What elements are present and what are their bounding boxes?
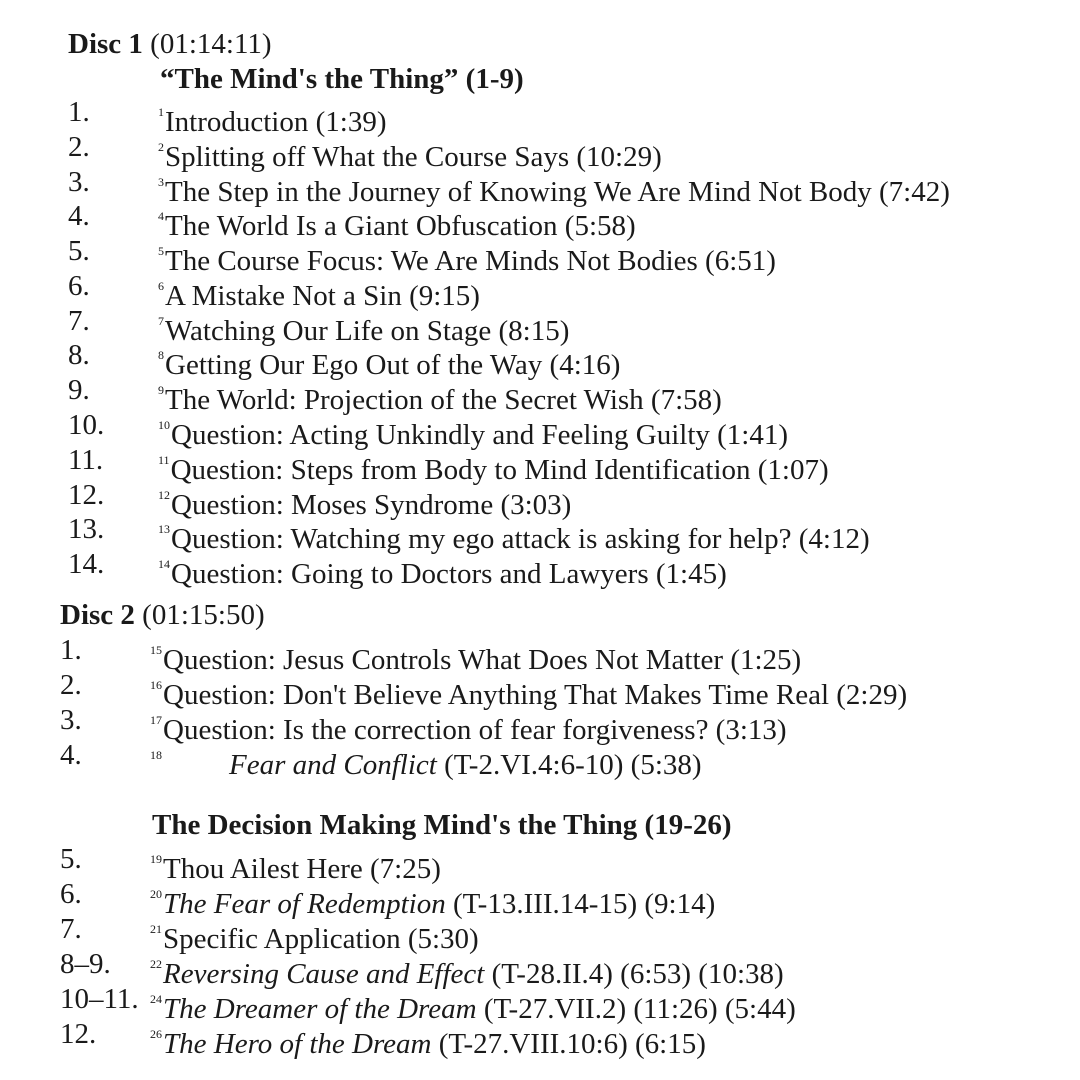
track-title: Question: Moses Syndrome (3:03) xyxy=(171,489,572,521)
track-title-rest: (T-2.VI.4:6-10) (5:38) xyxy=(436,749,702,781)
track-title: Introduction (1:39) xyxy=(165,106,387,138)
track-row xyxy=(0,738,1080,781)
track-number: 3. xyxy=(60,704,82,736)
track-row xyxy=(0,842,1080,885)
disc2-duration: (01:15:50) xyxy=(142,599,265,631)
disc2-header xyxy=(60,598,265,632)
track-superscript: 16 xyxy=(150,678,162,692)
track-row xyxy=(0,165,1080,208)
track-number: 10. xyxy=(68,409,105,441)
track-title-italic: The Fear of Redemption xyxy=(163,888,446,920)
track-superscript: 20 xyxy=(150,887,162,901)
track-number: 4. xyxy=(68,200,90,232)
track-row xyxy=(0,234,1080,277)
track-title: A Mistake Not a Sin (9:15) xyxy=(165,280,480,312)
track-number: 4. xyxy=(60,739,82,771)
track-row xyxy=(0,130,1080,173)
track-number: 12. xyxy=(60,1018,97,1050)
track-row xyxy=(0,443,1080,486)
track-superscript: 10 xyxy=(158,418,170,432)
track-row xyxy=(0,95,1080,138)
disc2-label: Disc 2 xyxy=(60,599,135,631)
track-number: 14. xyxy=(68,548,105,580)
track-title: Question: Jesus Controls What Does Not Matter (1:25) xyxy=(163,644,802,676)
track-number: 3. xyxy=(68,166,90,198)
track-entry xyxy=(150,738,702,783)
track-number: 10–11. xyxy=(60,983,139,1015)
track-superscript: 11 xyxy=(158,453,170,467)
track-row xyxy=(0,1017,1080,1060)
track-title: Question: Is the correction of fear forgiveness? (3:13) xyxy=(163,714,787,746)
track-superscript: 12 xyxy=(158,488,170,502)
track-title-rest: (T-27.VIII.10:6) (6:15) xyxy=(431,1028,706,1060)
disc1-header xyxy=(68,27,272,61)
track-superscript: 7 xyxy=(158,314,164,328)
track-title-italic: Fear and Conflict xyxy=(229,749,437,781)
track-title: Splitting off What the Course Says (10:29) xyxy=(165,141,662,173)
track-superscript: 3 xyxy=(158,175,164,189)
track-number: 6. xyxy=(68,270,90,302)
track-row xyxy=(0,877,1080,920)
track-number: 5. xyxy=(68,235,90,267)
track-number: 5. xyxy=(60,843,82,875)
track-title: Thou Ailest Here (7:25) xyxy=(163,853,441,885)
track-title: Getting Our Ego Out of the Way (4:16) xyxy=(165,349,621,381)
track-row xyxy=(0,199,1080,242)
track-number: 7. xyxy=(60,913,82,945)
track-row xyxy=(0,668,1080,711)
track-number: 1. xyxy=(68,96,90,128)
track-number: 2. xyxy=(68,131,90,163)
track-superscript: 21 xyxy=(150,922,162,936)
track-row xyxy=(0,703,1080,746)
track-superscript: 4 xyxy=(158,209,164,223)
track-row xyxy=(0,373,1080,416)
track-number: 13. xyxy=(68,513,105,545)
disc1-section-title: “The Mind's the Thing” (1-9) xyxy=(160,63,524,95)
track-entry xyxy=(150,1017,706,1062)
track-superscript: 8 xyxy=(158,348,164,362)
track-title: The World: Projection of the Secret Wish (7:58) xyxy=(165,384,722,416)
track-title: The Course Focus: We Are Minds Not Bodies (6:51) xyxy=(165,245,776,277)
track-superscript: 24 xyxy=(150,992,162,1006)
disc1-label: Disc 1 xyxy=(68,28,143,60)
track-row xyxy=(0,304,1080,347)
track-number: 9. xyxy=(68,374,90,406)
track-superscript: 18 xyxy=(150,748,162,762)
track-row xyxy=(0,633,1080,676)
track-row xyxy=(0,912,1080,955)
track-superscript: 1 xyxy=(158,105,164,119)
track-title: Question: Watching my ego attack is asking for help? (4:12) xyxy=(171,523,870,555)
track-row xyxy=(0,982,1080,1025)
disc1-duration: (01:14:11) xyxy=(150,28,272,60)
track-row xyxy=(0,269,1080,312)
track-row xyxy=(0,408,1080,451)
track-title: Specific Application (5:30) xyxy=(163,923,479,955)
track-superscript: 22 xyxy=(150,957,162,971)
track-title: Question: Acting Unkindly and Feeling Guilty (1:41) xyxy=(171,419,789,451)
track-title: Question: Going to Doctors and Lawyers (1:45) xyxy=(171,558,727,590)
track-superscript: 19 xyxy=(150,852,162,866)
track-title: The Step in the Journey of Knowing We Are Mind Not Body (7:42) xyxy=(165,176,950,208)
track-number: 12. xyxy=(68,479,105,511)
track-entry xyxy=(158,547,727,592)
track-number: 1. xyxy=(60,634,82,666)
track-superscript: 13 xyxy=(158,522,170,536)
track-title-rest: (T-27.VII.2) (11:26) (5:44) xyxy=(476,993,796,1025)
track-title-rest: (T-28.II.4) (6:53) (10:38) xyxy=(484,958,784,990)
track-row xyxy=(0,478,1080,521)
track-title: Question: Steps from Body to Mind Identification (1:07) xyxy=(170,454,829,486)
track-title-italic: The Dreamer of the Dream xyxy=(163,993,477,1025)
track-title-rest: (T-13.III.14-15) (9:14) xyxy=(445,888,716,920)
track-superscript: 5 xyxy=(158,244,164,258)
track-row xyxy=(0,512,1080,555)
track-number: 11. xyxy=(68,444,104,476)
track-title: Question: Don't Believe Anything That Makes Time Real (2:29) xyxy=(163,679,908,711)
track-superscript: 14 xyxy=(158,557,170,571)
track-row xyxy=(0,547,1080,590)
track-number: 7. xyxy=(68,305,90,337)
track-title-italic: Reversing Cause and Effect xyxy=(163,958,485,990)
track-number: 8–9. xyxy=(60,948,111,980)
track-number: 6. xyxy=(60,878,82,910)
track-title: Watching Our Life on Stage (8:15) xyxy=(165,315,570,347)
track-superscript: 6 xyxy=(158,279,164,293)
track-row xyxy=(0,947,1080,990)
disc2-section-title: The Decision Making Mind's the Thing (19-26) xyxy=(152,809,732,841)
track-number: 8. xyxy=(68,339,90,371)
track-number: 2. xyxy=(60,669,82,701)
track-superscript: 15 xyxy=(150,643,162,657)
track-superscript: 2 xyxy=(158,140,164,154)
track-row xyxy=(0,338,1080,381)
track-superscript: 26 xyxy=(150,1027,162,1041)
track-title: The World Is a Giant Obfuscation (5:58) xyxy=(165,210,636,242)
track-superscript: 17 xyxy=(150,713,162,727)
track-superscript: 9 xyxy=(158,383,164,397)
track-title-italic: The Hero of the Dream xyxy=(163,1028,432,1060)
